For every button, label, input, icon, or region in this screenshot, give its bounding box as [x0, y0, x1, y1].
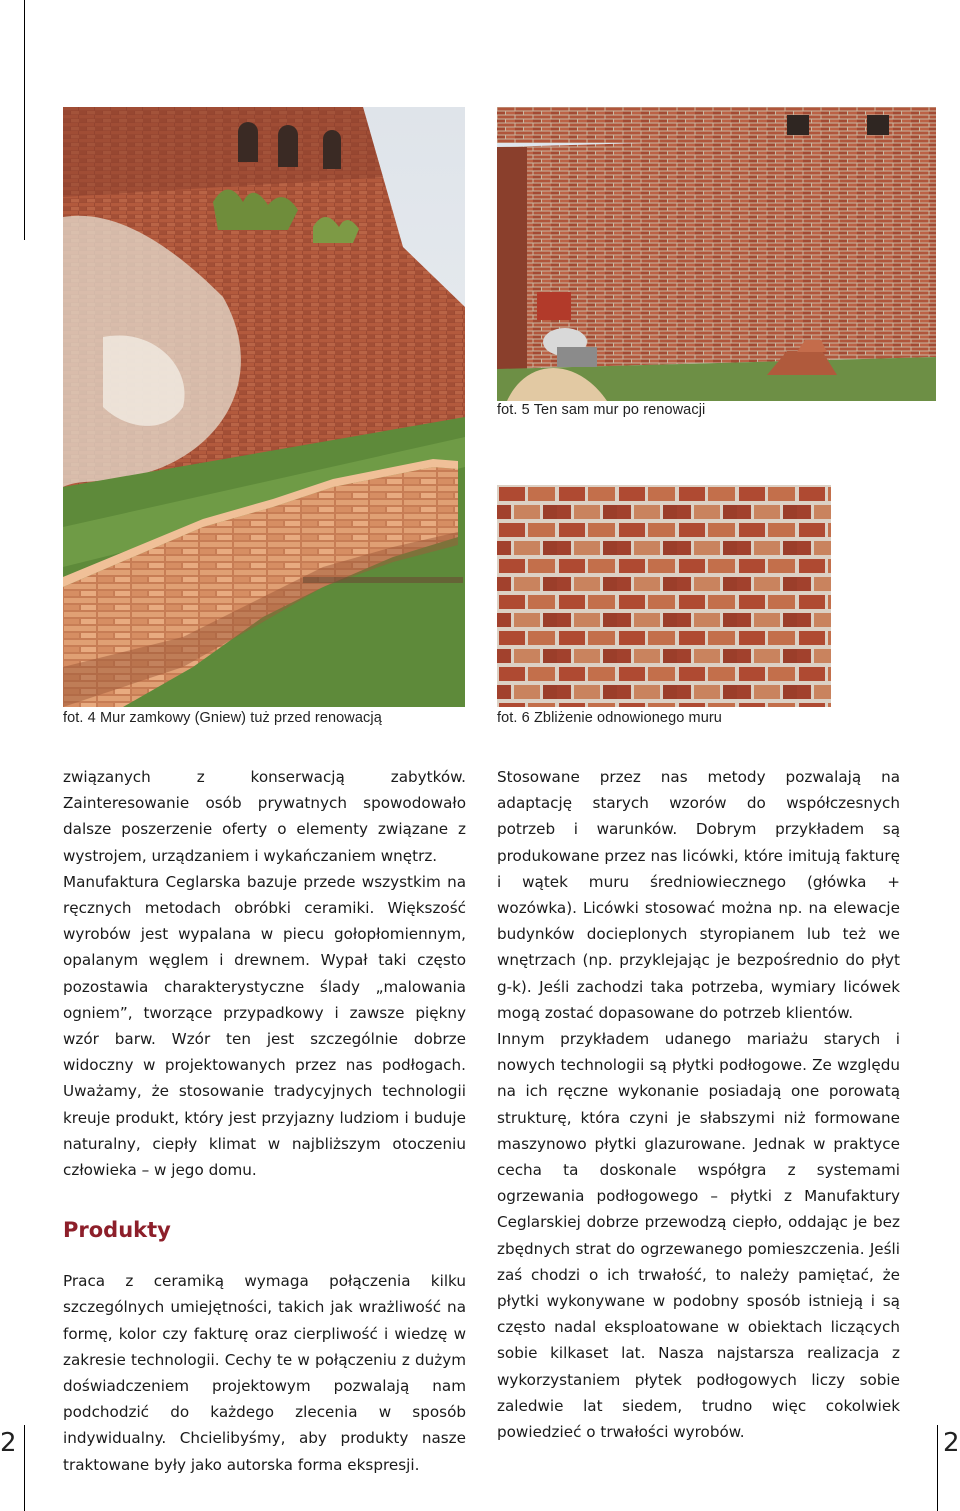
left-text-column — [63, 764, 466, 1478]
page-number-left: 2 — [0, 1428, 17, 1458]
crop-mark-top — [24, 0, 25, 240]
caption-fig6: fot. 6 Zbliżenie odnowionego muru — [497, 710, 722, 726]
page-number-right: 2 — [943, 1428, 960, 1458]
right-paragraph-1: Stosowane przez nas metody pozwalają na adaptację starych wzorów do współczesnych potrzeb i warunków. Dobrym przykładem są produkowane przez nas licówki, które imitują fakturę i wątek muru średniowiecznego (główka + wozówka). Licówki stosować można np. na elewacje budynków docieplonych styropianem lub też we wnętrzach (np. przyklejając je bezpośrednio do płyt g-k). Jeśli zachodzi taka potrzeba, wymiary licówek mogą zostać dopasowane do potrzeb klientów. — [497, 768, 900, 1022]
section-heading-produkty: Produkty — [63, 1218, 171, 1243]
left-paragraph-1: związanych z konserwacją zabytków. Zainteresowanie osób prywatnych spowodowało dalsze poszerzenie oferty o elementy związane z wystrojem, urządzaniem i wykańczaniem wnętrz. — [63, 768, 466, 865]
right-text-column — [497, 764, 900, 1445]
caption-fig5: fot. 5 Ten sam mur po renowacji — [497, 402, 706, 418]
caption-fig4: fot. 4 Mur zamkowy (Gniew) tuż przed renowacją — [63, 710, 382, 726]
crop-mark-bottom-right — [937, 1425, 938, 1511]
crop-mark-bottom-left — [24, 1425, 25, 1511]
photo-brick-closeup — [497, 485, 831, 707]
photo-castle-wall-before — [63, 107, 465, 707]
left-paragraph-3: Praca z ceramiką wymaga połączenia kilku szczególnych umiejętności, takich jak wrażliwość na formę, kolor czy fakturę oraz cierpliwość i wiedzę w zakresie technologii. Cechy te w połączeniu z dużym doświadczeniem projektowym pozwalają nam podchodzić do każdego zlecenia w sposób indywidualny. Chcielibyśmy, aby produkty nasze traktowane były jako autorska forma ekspresji. — [63, 1272, 466, 1474]
left-paragraph-2: Manufaktura Ceglarska bazuje przede wszystkim na ręcznych metodach obróbki ceramiki. Większość wyrobów jest wypalana w piecu gołopłomiennym, opalanym węglem i drewnem. Wypał taki często pozostawia charakterystyczne ślady „malowania ogniem”, tworzące przypadkowy i zawsze piękny wzór barw. Wzór ten jest szczególnie dobrze widoczny w projektowanych przez nas podłogach. Uważamy, że stosowanie tradycyjnych technologii kreuje produkt, który jest przyjazny ludziom i buduje naturalny, ciepły klimat w najbliższym otoczeniu człowieka – w jego domu. — [63, 872, 466, 1180]
right-paragraph-2: Innym przykładem udanego mariażu starych i nowych technologii są płytki podłogowe. Ze względu na ich ręczne wykonanie posiadają one porowatą strukturę, która czyni je słabszymi niż formowane maszynowo płytki glazurowane. Jednak w praktyce cecha ta doskonale współgra z systemami ogrzewania podłogowego – płytki z Manufaktury Ceglarskiej dobrze przewodzą ciepło, oddając je bez zbędnych strat do ogrzewanego pomieszczenia. Jeśli zaś chodzi o ich trwałość, to należy pamiętać, że płytki wykonywane w podobny sposób istnieją i są często nadal eksploatowane w obiektach liczących sobie kilkaset lat. Nasza najstarsza realizacja z wykorzystaniem płytek podłogowych liczy sobie zaledwie lat siedem, trudno więc cokolwiek powiedzieć o trwałości wyrobów. — [497, 1030, 900, 1442]
photo-wall-after-renovation — [497, 107, 936, 401]
